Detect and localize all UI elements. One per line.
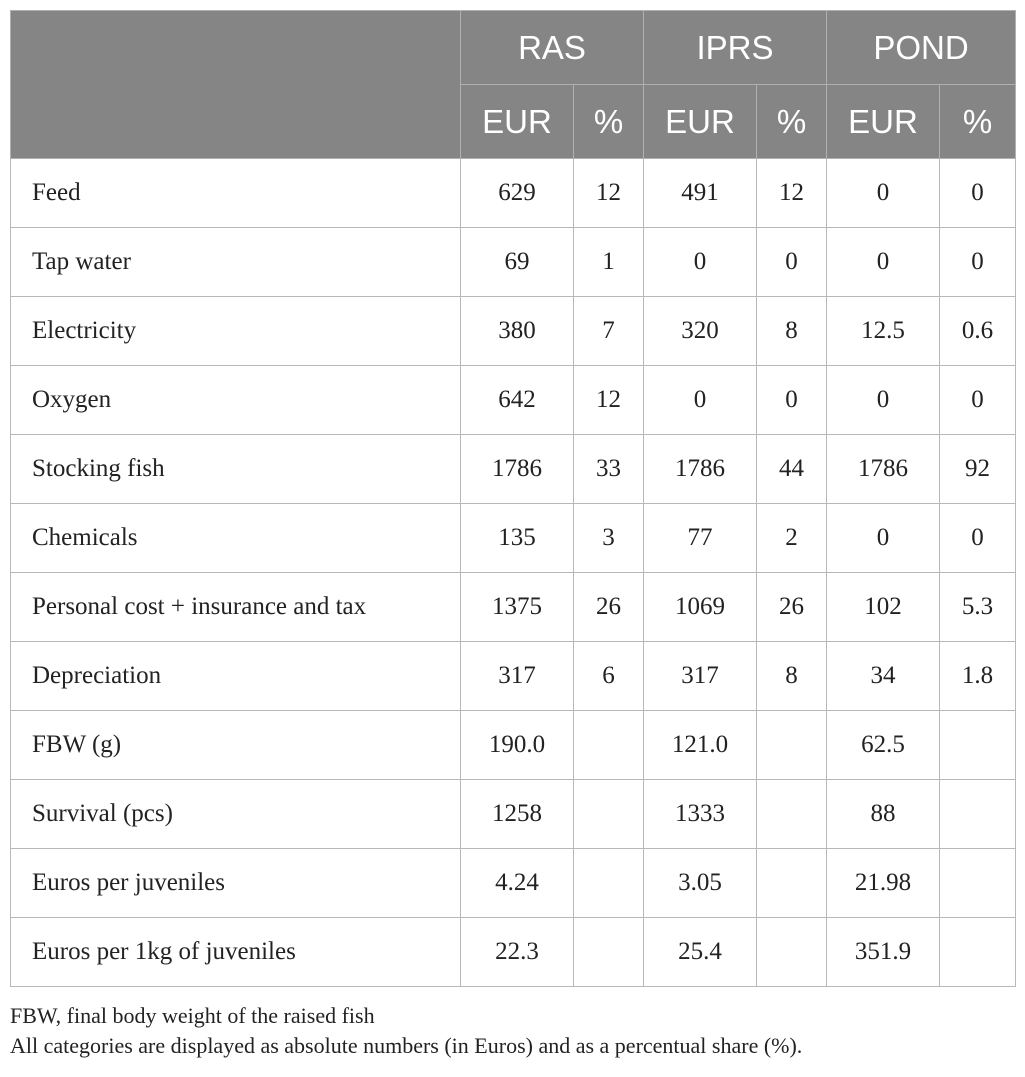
table-row	[11, 297, 1016, 366]
table-cell: 0	[940, 159, 1016, 228]
table-cell	[757, 849, 827, 918]
table-cell	[574, 918, 644, 987]
cost-table	[10, 10, 1016, 987]
header-group-pond: POND	[827, 11, 1016, 85]
row-label: Oxygen	[11, 366, 461, 435]
table-cell: 0	[644, 228, 757, 297]
table-cell: 380	[461, 297, 574, 366]
table-cell: 0	[940, 366, 1016, 435]
row-label: Feed	[11, 159, 461, 228]
table-row	[11, 366, 1016, 435]
table-row	[11, 849, 1016, 918]
table-row	[11, 642, 1016, 711]
table-cell: 7	[574, 297, 644, 366]
table-cell: 5.3	[940, 573, 1016, 642]
table-cell: 0	[827, 228, 940, 297]
table-cell: 0	[827, 504, 940, 573]
table-cell	[940, 711, 1016, 780]
table-cell: 1069	[644, 573, 757, 642]
table-cell: 0	[940, 228, 1016, 297]
table-cell: 69	[461, 228, 574, 297]
header-iprs-eur: EUR	[644, 85, 757, 159]
table-row	[11, 573, 1016, 642]
table-row	[11, 159, 1016, 228]
table-cell: 3	[574, 504, 644, 573]
table-cell	[757, 711, 827, 780]
table-cell: 1786	[644, 435, 757, 504]
table-row	[11, 918, 1016, 987]
table-cell: 1786	[461, 435, 574, 504]
row-label: Personal cost + insurance and tax	[11, 573, 461, 642]
table-cell: 1786	[827, 435, 940, 504]
header-iprs-percent: %	[757, 85, 827, 159]
table-cell: 12	[757, 159, 827, 228]
row-label: Stocking fish	[11, 435, 461, 504]
table-cell: 21.98	[827, 849, 940, 918]
header-empty-cell	[11, 11, 461, 159]
table-footnotes	[10, 1001, 1015, 1061]
table-cell: 190.0	[461, 711, 574, 780]
table-cell	[574, 780, 644, 849]
row-label: Survival (pcs)	[11, 780, 461, 849]
table-cell: 317	[644, 642, 757, 711]
table-cell: 92	[940, 435, 1016, 504]
table-cell: 0	[940, 504, 1016, 573]
table-row	[11, 504, 1016, 573]
table-cell: 77	[644, 504, 757, 573]
table-row	[11, 228, 1016, 297]
table-cell: 1375	[461, 573, 574, 642]
table-cell: 62.5	[827, 711, 940, 780]
table-cell: 25.4	[644, 918, 757, 987]
table-cell: 6	[574, 642, 644, 711]
row-label: Chemicals	[11, 504, 461, 573]
header-pond-eur: EUR	[827, 85, 940, 159]
table-cell: 135	[461, 504, 574, 573]
table-cell	[757, 780, 827, 849]
table-cell: 12	[574, 366, 644, 435]
table-cell	[940, 849, 1016, 918]
table-cell: 0	[757, 366, 827, 435]
table-cell: 0.6	[940, 297, 1016, 366]
table-cell: 121.0	[644, 711, 757, 780]
table-cell: 351.9	[827, 918, 940, 987]
footnote-fbw: FBW, final body weight of the raised fish	[10, 1003, 375, 1028]
table-cell: 4.24	[461, 849, 574, 918]
header-pond-percent: %	[940, 85, 1016, 159]
table-header	[11, 11, 1016, 159]
row-label: Tap water	[11, 228, 461, 297]
table-cell: 0	[827, 159, 940, 228]
table-cell: 1	[574, 228, 644, 297]
table-cell: 317	[461, 642, 574, 711]
table-cell: 1258	[461, 780, 574, 849]
table-cell: 2	[757, 504, 827, 573]
table-cell	[940, 780, 1016, 849]
header-group-ras: RAS	[461, 11, 644, 85]
table-cell: 1.8	[940, 642, 1016, 711]
table-cell: 0	[757, 228, 827, 297]
table-cell	[757, 918, 827, 987]
table-cell: 102	[827, 573, 940, 642]
table-row	[11, 780, 1016, 849]
table-cell: 491	[644, 159, 757, 228]
table-cell: 3.05	[644, 849, 757, 918]
header-ras-percent: %	[574, 85, 644, 159]
table-row	[11, 711, 1016, 780]
row-label: Euros per juveniles	[11, 849, 461, 918]
header-group-iprs: IPRS	[644, 11, 827, 85]
row-label: FBW (g)	[11, 711, 461, 780]
table-cell: 44	[757, 435, 827, 504]
table-cell: 26	[574, 573, 644, 642]
table-cell: 12	[574, 159, 644, 228]
table-body	[11, 159, 1016, 987]
table-row	[11, 435, 1016, 504]
row-label: Depreciation	[11, 642, 461, 711]
table-cell: 0	[827, 366, 940, 435]
header-ras-eur: EUR	[461, 85, 574, 159]
table-cell: 33	[574, 435, 644, 504]
table-cell: 88	[827, 780, 940, 849]
table-cell: 320	[644, 297, 757, 366]
table-container	[10, 10, 1015, 1061]
footnote-categories: All categories are displayed as absolute numbers (in Euros) and as a percentual share (%).	[10, 1033, 803, 1058]
row-label: Electricity	[11, 297, 461, 366]
row-label: Euros per 1kg of juveniles	[11, 918, 461, 987]
table-cell: 12.5	[827, 297, 940, 366]
table-cell: 0	[644, 366, 757, 435]
table-cell: 34	[827, 642, 940, 711]
table-cell: 8	[757, 297, 827, 366]
table-cell: 26	[757, 573, 827, 642]
table-cell: 22.3	[461, 918, 574, 987]
table-cell	[574, 849, 644, 918]
table-cell	[574, 711, 644, 780]
table-cell: 8	[757, 642, 827, 711]
table-cell: 642	[461, 366, 574, 435]
table-cell: 629	[461, 159, 574, 228]
table-cell	[940, 918, 1016, 987]
table-cell: 1333	[644, 780, 757, 849]
